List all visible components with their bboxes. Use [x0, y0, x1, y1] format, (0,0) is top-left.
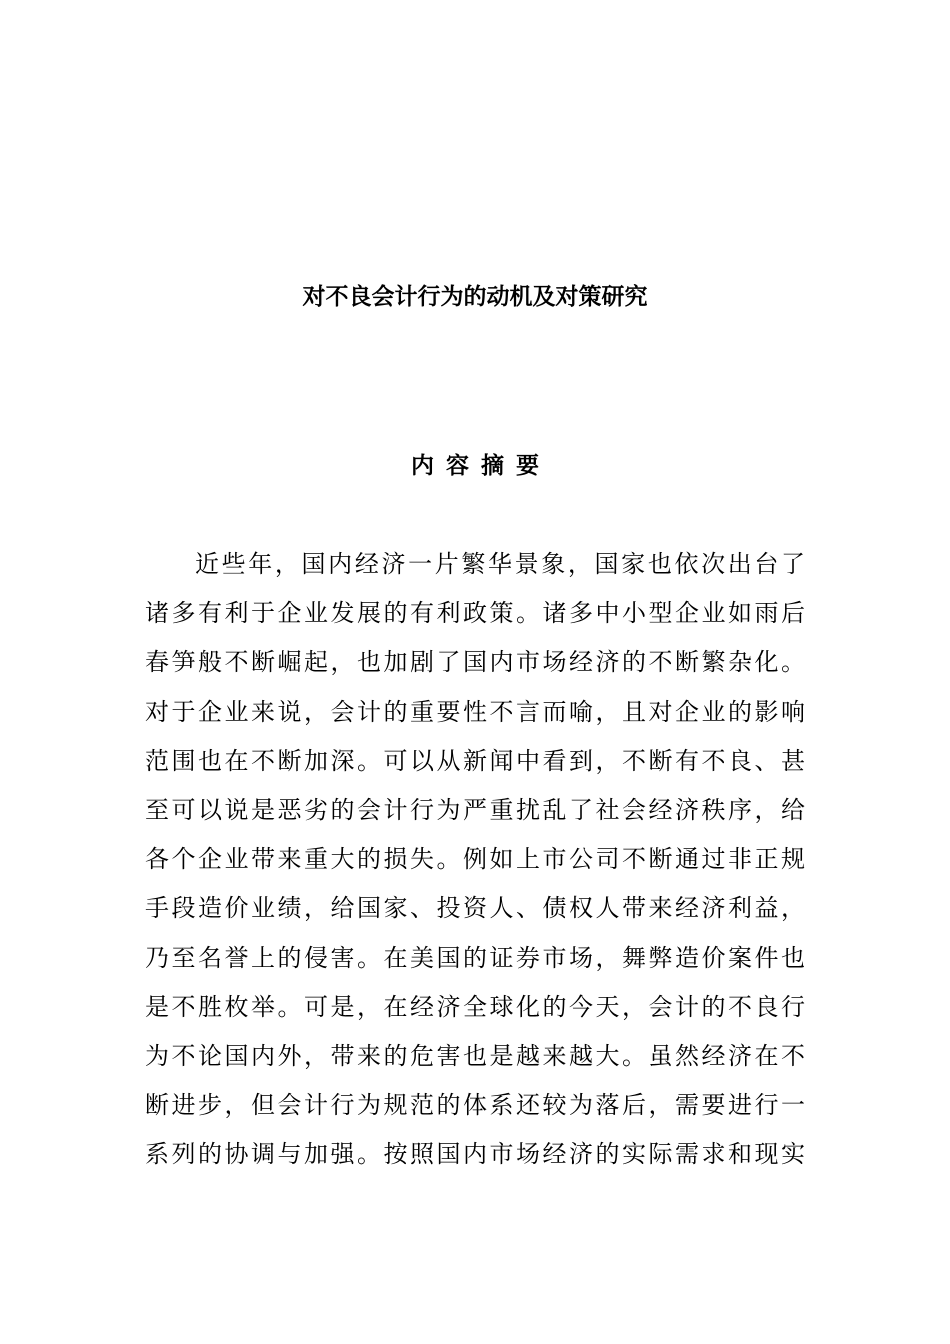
abstract-line: 乃至名誉上的侵害。在美国的证券市场，舞弊造价案件也	[145, 943, 805, 972]
abstract-line: 范围也在不断加深。可以从新闻中看到，不断有不良、甚	[145, 746, 805, 775]
abstract-line: 至可以说是恶劣的会计行为严重扰乱了社会经济秩序，给	[145, 795, 805, 824]
abstract-line: 近些年，国内经济一片繁华景象，国家也依次出台了	[195, 550, 805, 578]
abstract-line: 是不胜枚举。可是，在经济全球化的今天，会计的不良行	[145, 992, 805, 1021]
abstract-line: 为不论国内外，带来的危害也是越来越大。虽然经济在不	[145, 1041, 805, 1070]
abstract-line: 系列的协调与加强。按照国内市场经济的实际需求和现实	[145, 1140, 805, 1169]
abstract-line: 断进步，但会计行为规范的体系还较为落后，需要进行一	[145, 1091, 805, 1120]
abstract-heading: 内容摘要	[411, 453, 551, 479]
abstract-line: 对于企业来说，会计的重要性不言而喻，且对企业的影响	[145, 697, 805, 726]
abstract-line: 春笋般不断崛起，也加剧了国内市场经济的不断繁杂化。	[145, 648, 805, 677]
abstract-body	[145, 540, 805, 1179]
abstract-line: 诸多有利于企业发展的有利政策。诸多中小型企业如雨后	[145, 599, 805, 628]
abstract-line: 各个企业带来重大的损失。例如上市公司不断通过非正规	[145, 845, 805, 874]
abstract-line: 手段造价业绩，给国家、投资人、债权人带来经济利益，	[145, 894, 805, 923]
document-title: 对不良会计行为的动机及对策研究	[302, 284, 648, 310]
